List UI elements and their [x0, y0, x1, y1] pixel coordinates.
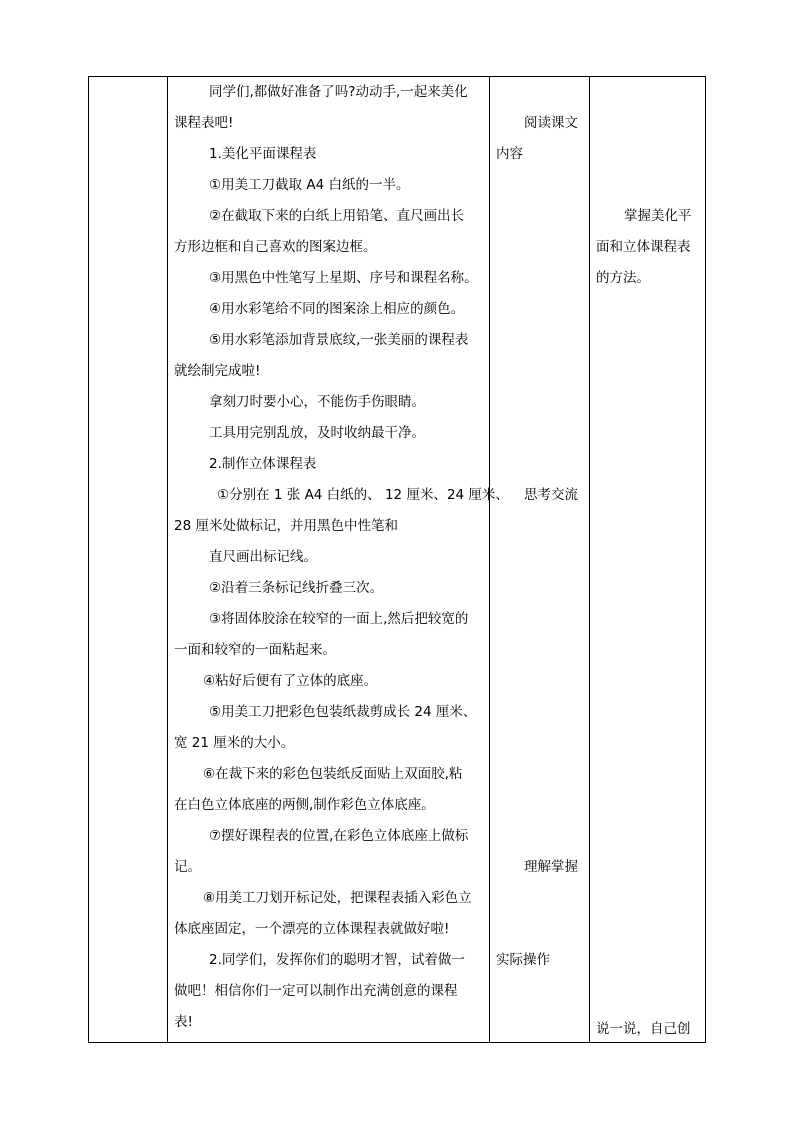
- content-line: ⑤用美工刀把彩色包装纸裁剪成长 24 厘米、: [209, 704, 477, 720]
- content-line: 宽 21 厘米的大小。: [174, 735, 295, 751]
- intent-line: 说一说，自己创: [596, 1021, 691, 1037]
- content-line: 直尺画出标记线。: [209, 549, 317, 565]
- content-line: 做吧！相信你们一定可以制作出充满创意的课程: [174, 983, 458, 999]
- activity-line: 阅读课文: [524, 115, 578, 131]
- content-line: 2.同学们，发挥你们的聪明才智，试着做一: [209, 952, 465, 968]
- content-line: 方形边框和自己喜欢的图案边框。: [174, 239, 377, 255]
- activity-line: 内容: [496, 146, 523, 162]
- content-line: ②在截取下来的白纸上用铅笔、直尺画出长: [209, 208, 465, 224]
- content-line: 记。: [174, 859, 201, 875]
- content-line: 表!: [174, 1014, 193, 1030]
- student-activity-cell: [490, 77, 589, 1042]
- content-line: 体底座固定，一个漂亮的立体课程表就做好啦!: [174, 921, 450, 937]
- lesson-table: [88, 76, 706, 1043]
- content-line: 2.制作立体课程表: [209, 456, 317, 472]
- content-line: ③将固体胶涂在较窄的一面上,然后把较宽的: [209, 611, 469, 627]
- content-line: 拿刻刀时要小心，不能伤手伤眼睛。: [209, 394, 425, 410]
- content-line: ④用水彩笔给不同的图案涂上相应的颜色。: [209, 301, 465, 317]
- content-line: ⑤用水彩笔添加背景底纹,一张美丽的课程表: [209, 332, 469, 348]
- teaching-content-cell: [168, 77, 509, 1042]
- content-line: 工具用完别乱放，及时收纳最干净。: [209, 425, 425, 441]
- content-line: ⑧用美工刀划开标记处，把课程表插入彩色立: [203, 890, 472, 906]
- content-line: 课程表吧!: [174, 115, 234, 131]
- design-intent-cell: [590, 77, 707, 1042]
- content-line: 在白色立体底座的两侧,制作彩色立体底座。: [174, 797, 435, 813]
- activity-line: 理解掌握: [524, 859, 578, 875]
- content-line: ①用美工刀截取 A4 白纸的一半。: [209, 177, 410, 193]
- intent-line: 的方法。: [596, 270, 650, 286]
- content-line: ⑥在裁下来的彩色包装纸反面贴上双面胶,粘: [203, 766, 463, 782]
- content-line: 一面和较窄的一面粘起来。: [174, 642, 336, 658]
- content-line: ③用黑色中性笔写上星期、序号和课程名称。: [209, 270, 478, 286]
- content-line: 就绘制完成啦!: [174, 363, 261, 379]
- content-line: ①分别在 1 张 A4 白纸的、 12 厘米、24 厘米、: [217, 487, 509, 503]
- content-line: 28 厘米处做标记，并用黑色中性笔和: [174, 518, 398, 534]
- activity-line: 思考交流: [524, 487, 578, 503]
- content-line: ②沿着三条标记线折叠三次。: [209, 580, 384, 596]
- empty-cell: [89, 77, 167, 1042]
- intent-line: 掌握美化平: [624, 208, 692, 224]
- content-line: 1.美化平面课程表: [209, 146, 317, 162]
- content-line: ⑦摆好课程表的位置,在彩色立体底座上做标: [209, 828, 469, 844]
- content-line: ④粘好后便有了立体的底座。: [203, 673, 378, 689]
- content-line: 同学们,都做好准备了吗?动动手,一起来美化: [209, 84, 468, 100]
- intent-line: 面和立体课程表: [596, 239, 691, 255]
- activity-line: 实际操作: [496, 952, 550, 968]
